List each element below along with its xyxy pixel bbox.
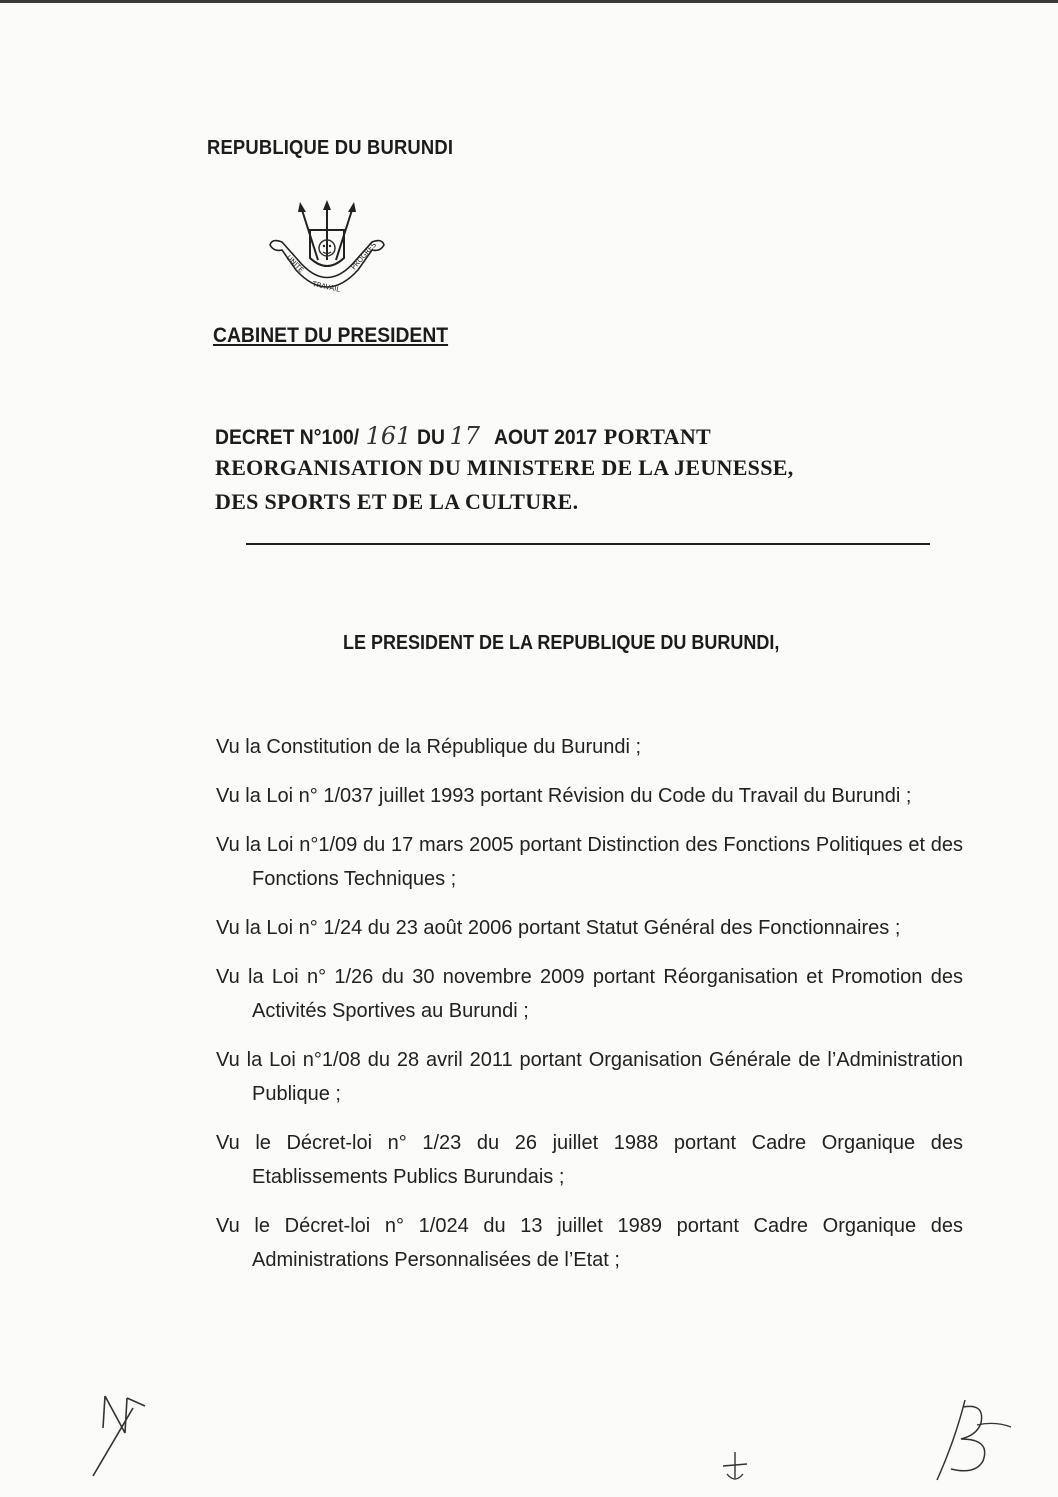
svg-text:UNITE: UNITE <box>284 253 306 275</box>
president-heading: LE PRESIDENT DE LA REPUBLIQUE DU BURUNDI, <box>343 632 780 654</box>
visa-item: Vu la Loi n°1/09 du 17 mars 2005 portant Distinction des Fonctions Politiques et des Fonctions Techniques ; <box>216 834 963 890</box>
visa-item: Vu la Loi n° 1/037 juillet 1993 portant Révision du Code du Travail du Burundi ; <box>216 785 912 807</box>
decree-title <box>215 422 975 518</box>
visa-list <box>216 730 963 1292</box>
visa-item: Vu la Loi n° 1/24 du 23 août 2006 portant Statut Général des Fonctionnaires ; <box>216 917 901 939</box>
initials-right-icon <box>925 1395 1015 1485</box>
initials-middle-icon <box>715 1448 755 1486</box>
visa-item: Vu le Décret-loi n° 1/024 du 13 juillet 1989 portant Cadre Organique des Administrations Personnalisées de l’Etat ; <box>216 1215 963 1271</box>
decree-prefix: DECRET N°100/ <box>215 426 360 449</box>
visa-item: Vu la Loi n°1/08 du 28 avril 2011 portant Organisation Générale de l’Administration Publique ; <box>216 1049 963 1105</box>
initials-left-icon <box>85 1388 155 1483</box>
visa-item: Vu la Loi n° 1/26 du 30 novembre 2009 portant Réorganisation et Promotion des Activités Sportives au Burundi ; <box>216 966 963 1022</box>
decree-title-line3: DES SPORTS ET DE LA CULTURE. <box>215 489 579 514</box>
decree-title-line2: REORGANISATION DU MINISTERE DE LA JEUNESSE, <box>215 455 794 480</box>
svg-text:TRAVAIL: TRAVAIL <box>311 280 341 294</box>
cabinet-heading: CABINET DU PRESIDENT <box>213 324 449 347</box>
decree-date-rest: AOUT 2017 <box>493 426 597 449</box>
title-divider <box>246 543 930 545</box>
coat-of-arms-icon <box>262 200 392 300</box>
svg-text:PROGRES: PROGRES <box>349 240 379 272</box>
decree-number-handwritten: 161 <box>365 422 412 450</box>
visa-item: Vu le Décret-loi n° 1/23 du 26 juillet 1988 portant Cadre Organique des Etablissements Publics Burundais ; <box>216 1132 963 1188</box>
decree-du: DU <box>417 426 446 449</box>
decree-portant: PORTANT <box>603 424 711 449</box>
decree-day-handwritten: 17 <box>449 422 480 450</box>
decree-title-line1 <box>215 422 975 450</box>
republic-heading: REPUBLIQUE DU BURUNDI <box>207 137 454 159</box>
visa-item: Vu la Constitution de la République du Burundi ; <box>216 736 642 758</box>
page-top-edge <box>0 0 1058 3</box>
